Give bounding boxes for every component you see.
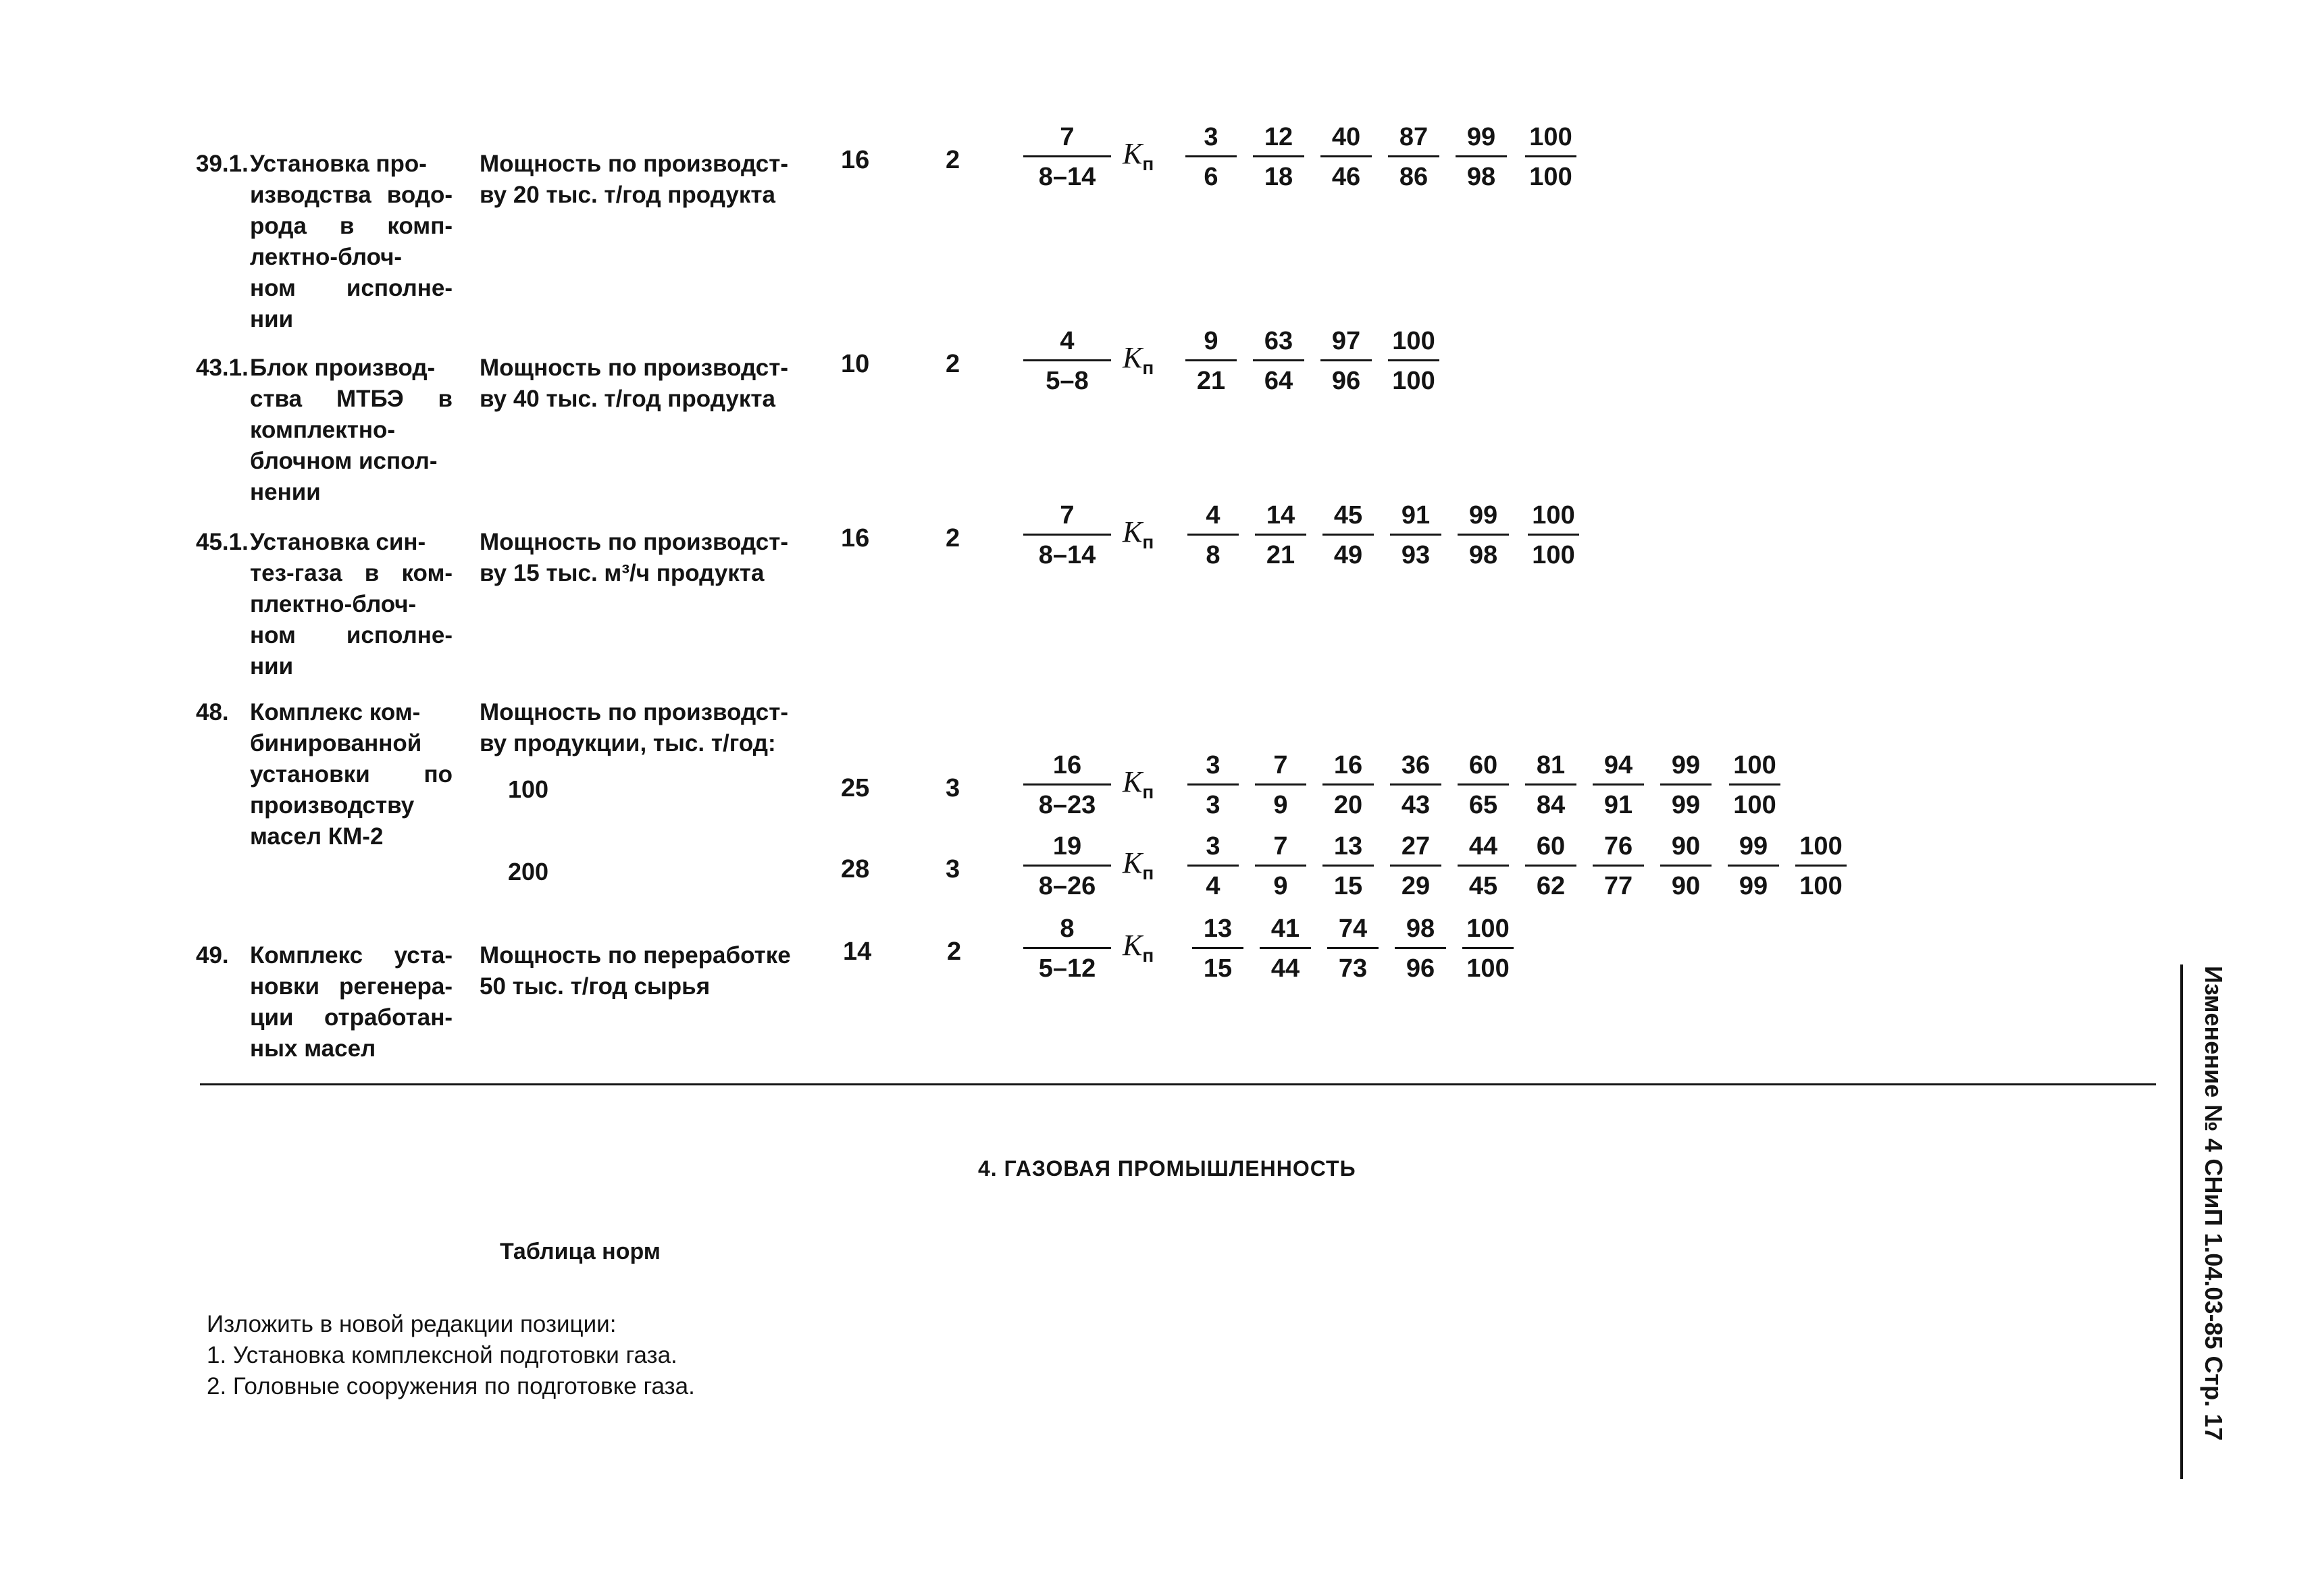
table-title: Таблица норм xyxy=(500,1239,661,1264)
duration-fraction: $\frac{7}{8-14}$ xyxy=(1023,122,1111,192)
position-number: 48. xyxy=(196,699,229,725)
percent-pair: $\frac{12}{18}$ xyxy=(1253,122,1304,192)
percent-pair: $\frac{36}{43}$ xyxy=(1390,750,1441,821)
percent-pair: $\frac{100}{100}$ xyxy=(1525,122,1576,192)
percent-pair: $\frac{7}{9}$ xyxy=(1255,750,1306,821)
percent-pair: $\frac{4}{8}$ xyxy=(1187,500,1239,571)
percent-pair: $\frac{81}{84}$ xyxy=(1525,750,1576,821)
percent-pair: $\frac{3}{6}$ xyxy=(1185,122,1237,192)
k-coefficient: $K_п$ xyxy=(1123,765,1154,802)
percent-pair: $\frac{99}{98}$ xyxy=(1456,122,1507,192)
col-total-months: 10 xyxy=(841,350,870,378)
col-prep-months: 2 xyxy=(946,146,960,174)
percent-pair: $\frac{100}{100}$ xyxy=(1388,326,1439,396)
side-caption: Изменение № 4 СНиП 1.04.03-85 Стр. 17 xyxy=(2200,966,2228,1441)
duration-fraction: $\frac{19}{8-26}$ xyxy=(1023,831,1111,902)
percent-pair: $\frac{27}{29}$ xyxy=(1390,831,1441,902)
percent-pair: $\frac{7}{9}$ xyxy=(1255,831,1306,902)
percent-pair: $\frac{13}{15}$ xyxy=(1192,913,1243,984)
percent-pair: $\frac{40}{46}$ xyxy=(1320,122,1372,192)
k-coefficient: $K_п$ xyxy=(1123,137,1154,174)
percent-pair: $\frac{94}{91}$ xyxy=(1593,750,1644,821)
percent-pair: $\frac{99}{99}$ xyxy=(1728,831,1779,902)
item-name: Комплекс уста- новки регенера- ции отработан- ных масел xyxy=(250,942,453,1062)
k-coefficient: $K_п$ xyxy=(1123,929,1154,966)
col-prep-months: 3 xyxy=(946,855,960,883)
duration-fraction: $\frac{4}{5-8}$ xyxy=(1023,326,1111,396)
k-coefficient: $K_п$ xyxy=(1123,341,1154,378)
duration-fraction: $\frac{7}{8-14}$ xyxy=(1023,500,1111,571)
col-total-months: 14 xyxy=(843,937,872,966)
section-title: 4. ГАЗОВАЯ ПРОМЫШЛЕННОСТЬ xyxy=(978,1156,1356,1181)
percent-pair: $\frac{98}{96}$ xyxy=(1395,913,1446,984)
position-number: 39.1. xyxy=(196,151,249,177)
capacity-description: Мощность по производст- ву 40 тыс. т/год продукта xyxy=(480,355,789,412)
item-name: Установка про- изводства водо- рода в комп- лектно-блоч- ном исполне- нии xyxy=(250,151,453,332)
table-bottom-rule xyxy=(200,1083,2156,1085)
percent-pair: $\frac{41}{44}$ xyxy=(1260,913,1311,984)
percent-pair: $\frac{14}{21}$ xyxy=(1255,500,1306,571)
instructions: Изложить в новой редакции позиции: 1. Установка комплексной подготовки газа. 2. Головные сооружения по подготовке газа. xyxy=(207,1311,695,1399)
side-caption-rule xyxy=(2180,964,2183,1479)
item-name: Установка син- тез-газа в ком- плектно-блоч- ном исполне- нии xyxy=(250,529,453,679)
percent-pair: $\frac{60}{65}$ xyxy=(1458,750,1509,821)
percent-pair: $\frac{90}{90}$ xyxy=(1660,831,1712,902)
percent-pair: $\frac{13}{15}$ xyxy=(1322,831,1374,902)
col-prep-months: 2 xyxy=(946,350,960,378)
capacity-value: 100 xyxy=(508,775,549,803)
col-total-months: 16 xyxy=(841,146,870,174)
col-prep-months: 2 xyxy=(947,937,962,966)
k-coefficient: $K_п$ xyxy=(1123,515,1154,552)
percent-pair: $\frac{60}{62}$ xyxy=(1525,831,1576,902)
col-prep-months: 3 xyxy=(946,774,960,802)
col-total-months: 16 xyxy=(841,524,870,552)
percent-pair: $\frac{9}{21}$ xyxy=(1185,326,1237,396)
percent-pair: $\frac{63}{64}$ xyxy=(1253,326,1304,396)
item-name: Блок производ- ства МТБЭ в комплектно- блочном испол- нении xyxy=(250,355,453,505)
percent-pair: $\frac{100}{100}$ xyxy=(1795,831,1847,902)
duration-fraction: $\frac{8}{5-12}$ xyxy=(1023,913,1111,984)
percent-pair: $\frac{100}{100}$ xyxy=(1729,750,1780,821)
capacity-value: 200 xyxy=(508,858,549,885)
percent-pair: $\frac{99}{99}$ xyxy=(1660,750,1712,821)
position-number: 45.1. xyxy=(196,529,249,555)
percent-pair: $\frac{44}{45}$ xyxy=(1458,831,1509,902)
percent-pair: $\frac{100}{100}$ xyxy=(1528,500,1579,571)
percent-pair: $\frac{16}{20}$ xyxy=(1322,750,1374,821)
percent-pair: $\frac{74}{73}$ xyxy=(1327,913,1379,984)
capacity-description: Мощность по производст- ву продукции, тыс. т/год: xyxy=(480,699,789,756)
percent-pair: $\frac{91}{93}$ xyxy=(1390,500,1441,571)
item-name: Комплекс ком- бинированной установки по производству масел КМ-2 xyxy=(250,699,453,850)
percent-pair: $\frac{97}{96}$ xyxy=(1320,326,1372,396)
k-coefficient: $K_п$ xyxy=(1123,846,1154,883)
capacity-description: Мощность по производст- ву 20 тыс. т/год продукта xyxy=(480,151,789,208)
position-number: 49. xyxy=(196,942,229,969)
percent-pair: $\frac{3}{4}$ xyxy=(1187,831,1239,902)
percent-pair: $\frac{3}{3}$ xyxy=(1187,750,1239,821)
percent-pair: $\frac{100}{100}$ xyxy=(1462,913,1514,984)
percent-pair: $\frac{99}{98}$ xyxy=(1458,500,1509,571)
col-prep-months: 2 xyxy=(946,524,960,552)
capacity-description: Мощность по переработке 50 тыс. т/год сырья xyxy=(480,942,791,1000)
percent-pair: $\frac{87}{86}$ xyxy=(1388,122,1439,192)
position-number: 43.1. xyxy=(196,355,249,381)
capacity-description: Мощность по производст- ву 15 тыс. м³/ч продукта xyxy=(480,529,789,586)
duration-fraction: $\frac{16}{8-23}$ xyxy=(1023,750,1111,821)
col-total-months: 25 xyxy=(841,774,870,802)
percent-pair: $\frac{76}{77}$ xyxy=(1593,831,1644,902)
col-total-months: 28 xyxy=(841,855,870,883)
percent-pair: $\frac{45}{49}$ xyxy=(1322,500,1374,571)
